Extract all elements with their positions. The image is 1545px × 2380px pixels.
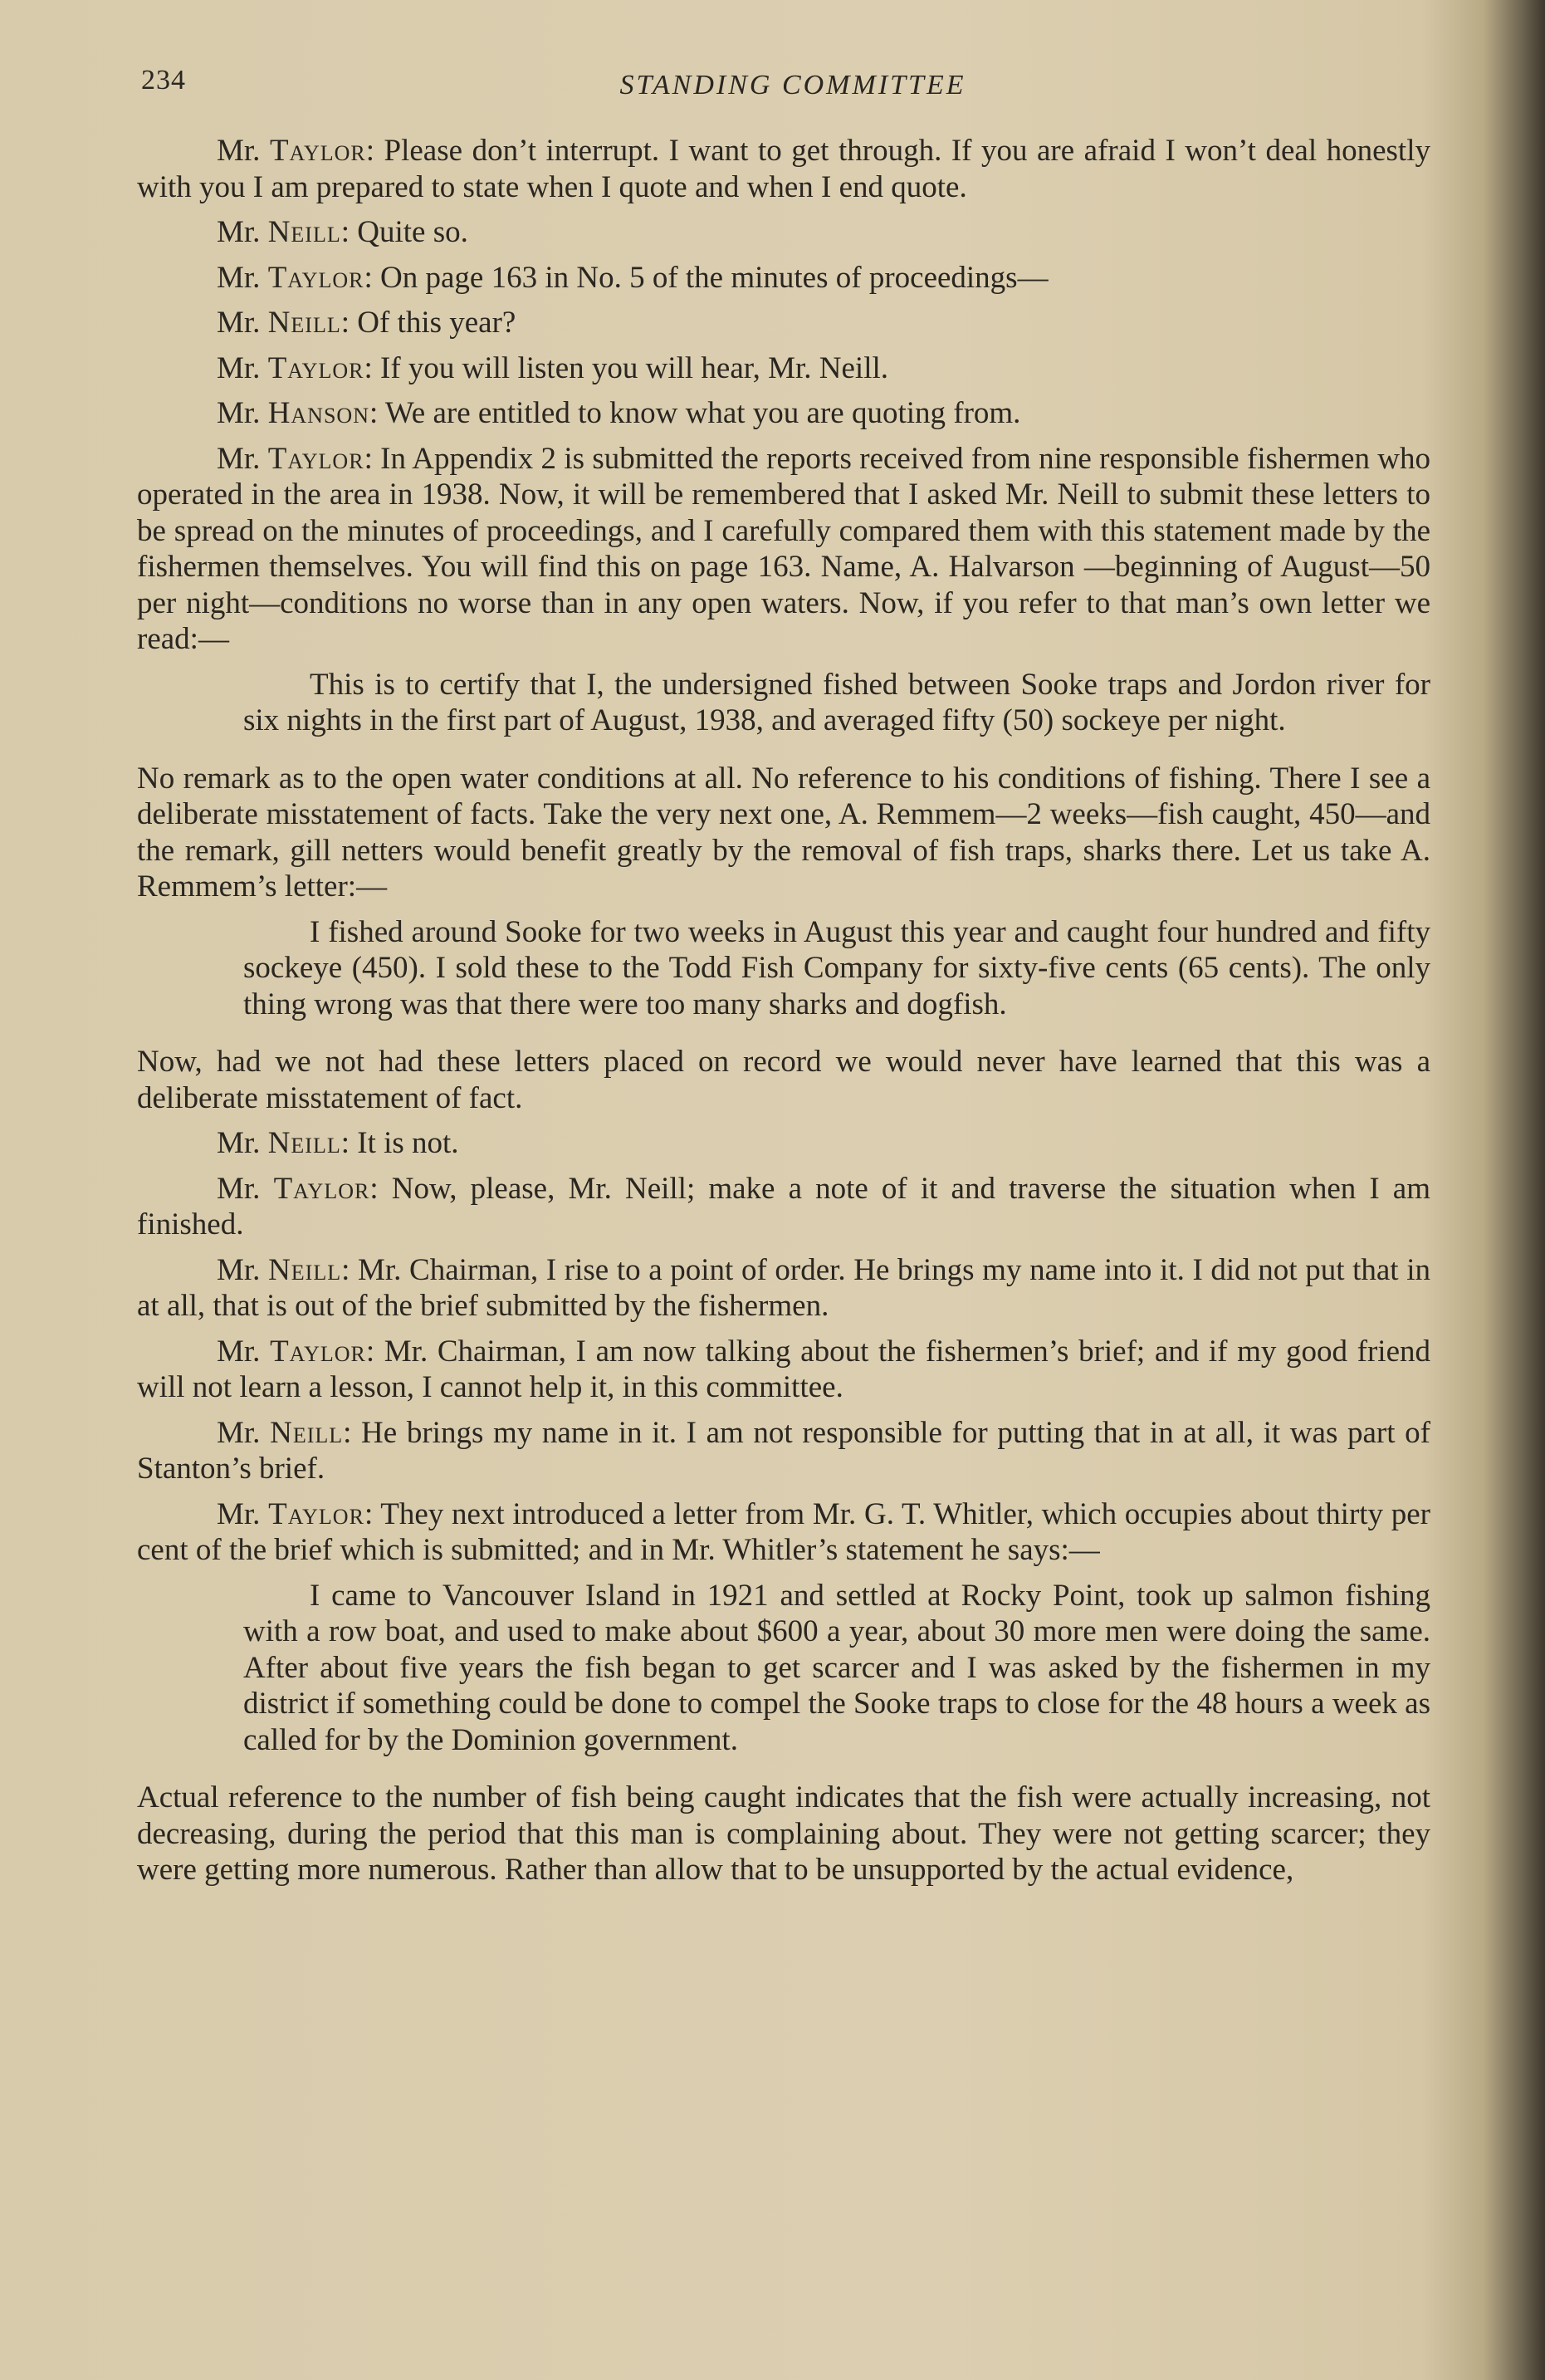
speaker-name: Taylor <box>270 1334 366 1369</box>
speech-text: : Mr. Chairman, I am now talking about the fishermen’s brief; and if my good friend will not learn a lesson, I cannot help it, in this committee. <box>137 1334 1431 1404</box>
speech-text: : In Appendix 2 is submitted the reports received from nine responsible fishermen who operated in the area in 1938. Now, it will be remembered that I asked Mr. Neill to submit these letters to be spread on the minutes of proceedings, and I carefully compared them with this statement made by the fishermen themselves. You will find this on page 163. Name, A. Halvarson —beginning of August—50 per night—conditions no worse than in any open waters. Now, if you refer to that man’s own letter we read:— <box>137 441 1431 656</box>
speaker-name: Neill <box>267 215 341 249</box>
speaker-title: Mr. <box>217 1415 261 1450</box>
speaker-name: Neill <box>270 1415 344 1450</box>
quoted-letter <box>243 667 1430 739</box>
speaker-name: Neill <box>267 1126 341 1160</box>
speaker-title: Mr. <box>217 134 261 168</box>
speech-paragraph <box>137 1171 1430 1243</box>
speaker-title: Mr. <box>217 396 261 430</box>
speech-text: : Now, please, Mr. Neill; make a note of it and traverse the situation when I am finished. <box>137 1171 1431 1241</box>
speaker-title: Mr. <box>217 1171 261 1206</box>
speaker-title: Mr. <box>217 1496 261 1531</box>
speaker-name: Taylor <box>267 441 364 476</box>
speech-paragraph <box>137 1334 1430 1406</box>
speech-text: : On page 163 in No. 5 of the minutes of proceedings— <box>364 260 1049 295</box>
speaker-title: Mr. <box>217 441 261 476</box>
quoted-letter <box>243 1578 1430 1759</box>
speech-paragraph <box>137 350 1430 387</box>
speaker-title: Mr. <box>217 1126 261 1160</box>
quoted-letter <box>243 914 1430 1023</box>
continuation-paragraph: Actual reference to the number of fish being caught indicates that the fish were actually increasing, not decreasing, during the period that this man is complaining about. They were not getting scarcer; they were getting more numerous. Rather than allow that to be unsupported by the actual evidence, <box>137 1780 1430 1887</box>
quote-text: I came to Vancouver Island in 1921 and settled at Rocky Point, took up salmon fishing with a row boat, and used to make about $600 a year, about 30 more men were doing the same. After about five years the fish began to get scarcer and I was asked by the fishermen in my district if something could be done to compel the Sooke traps to close for the 48 hours a week as called for by the Dominion government. <box>243 1578 1430 1757</box>
speaker-name: Taylor <box>267 350 364 385</box>
speech-paragraph <box>137 260 1430 296</box>
quote-text: I fished around Sooke for two weeks in August this year and caught four hundred and fifty sockeye (450). I sold these to the Todd Fish Company for sixty-five cents (65 cents). The only thing wrong was that there were too many sharks and dogfish. <box>243 914 1430 1021</box>
quote-text: This is to certify that I, the undersigned fished between Sooke traps and Jordon river for six nights in the first part of August, 1938, and averaged fifty (50) sockeye per night. <box>243 667 1430 737</box>
speech-paragraph <box>137 214 1430 251</box>
speech-paragraph <box>137 133 1430 205</box>
speech-paragraph <box>137 1125 1430 1162</box>
page-header <box>141 65 1445 115</box>
speech-text: : Of this year? <box>340 306 516 340</box>
speech-text: : If you will listen you will hear, Mr. Neill. <box>364 350 889 385</box>
speaker-title: Mr. <box>217 215 261 249</box>
speaker-name: Taylor <box>267 260 364 295</box>
speech-paragraph <box>137 1415 1430 1487</box>
speech-text: : Please don’t interrupt. I want to get through. If you are afraid I won’t deal honestly with you I am prepared to state when I quote and when I end quote. <box>137 134 1430 204</box>
continuation-paragraph: Now, had we not had these letters placed on record we would never have learned that this was a deliberate misstatement of fact. <box>137 1045 1430 1115</box>
speaker-name: Hanson <box>267 396 369 430</box>
speaker-name: Taylor <box>268 1496 364 1531</box>
speech-paragraph <box>137 441 1430 658</box>
speaker-title: Mr. <box>217 260 261 295</box>
page-number: 234 <box>141 65 186 95</box>
running-title: STANDING COMMITTEE <box>619 70 966 100</box>
speech-paragraph <box>137 305 1430 341</box>
speaker-title: Mr. <box>217 350 261 385</box>
speaker-title: Mr. <box>217 1252 261 1287</box>
continuation-paragraph: No remark as to the open water conditions at all. No reference to his conditions of fishing. There I see a deliberate misstatement of facts. Take the very next one, A. Remmem—2 weeks—fish caught, 450—and the remark, gill netters would benefit greatly by the removal of fish traps, sharks there. Let us take A. Remmem’s letter:— <box>137 761 1430 904</box>
speech-text: : It is not. <box>340 1126 459 1160</box>
page-body <box>137 133 1430 1898</box>
speaker-name: Taylor <box>269 134 366 168</box>
speech-paragraph <box>137 395 1430 432</box>
speaker-name: Neill <box>267 306 341 340</box>
speaker-title: Mr. <box>217 1334 261 1369</box>
speech-text: : Quite so. <box>340 215 468 249</box>
speaker-name: Neill <box>268 1252 342 1287</box>
speech-text: : Mr. Chairman, I rise to a point of order. He brings my name into it. I did not put that in at all, that is out of the brief submitted by the fishermen. <box>137 1252 1430 1323</box>
speaker-title: Mr. <box>217 306 261 340</box>
speech-text: : We are entitled to know what you are quoting from. <box>369 396 1021 430</box>
speech-paragraph <box>137 1496 1430 1569</box>
speech-paragraph <box>137 1252 1430 1325</box>
speech-text: : They next introduced a letter from Mr. G. T. Whitler, which occupies about thirty per cent of the brief which is submitted; and in Mr. Whitler’s statement he says:— <box>137 1496 1431 1567</box>
speaker-name: Taylor <box>273 1171 370 1206</box>
speech-text: : He brings my name in it. I am not responsible for putting that in at all, it was part of Stanton’s brief. <box>137 1415 1430 1486</box>
